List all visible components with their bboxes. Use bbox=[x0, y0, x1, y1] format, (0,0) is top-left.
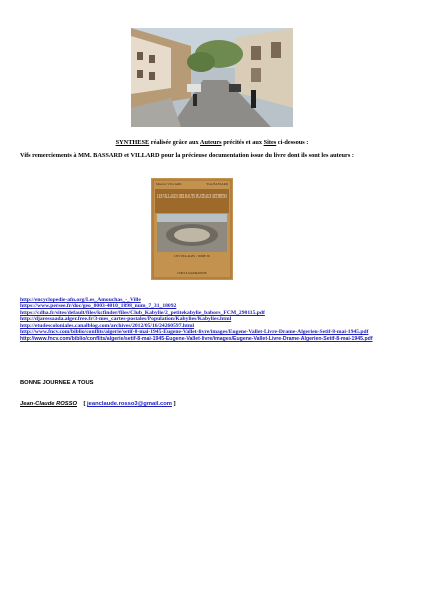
credit-text: ci-dessous : bbox=[276, 139, 309, 146]
cover-series: LES VILLAGES - TOME III bbox=[174, 254, 210, 258]
cover-author-left: Maurice VILLARD bbox=[156, 182, 182, 186]
bracket-close: ] bbox=[173, 401, 176, 407]
closing-greeting: BONNE JOURNEE A TOUS bbox=[20, 380, 94, 386]
reference-links bbox=[20, 297, 410, 342]
credit-text: réalisée grâce aux bbox=[149, 139, 200, 146]
signature-line bbox=[20, 401, 176, 407]
author-name: Jean-Claude ROSSO bbox=[20, 401, 78, 407]
credit-text: précités et aux bbox=[221, 139, 264, 146]
cover-footer: CERCLE ALGERIANISTE bbox=[177, 272, 207, 275]
thanks-paragraph: Vifs remerciements à MM. BASSARD et VILLARD pour la précieuse documentation issue du livre dont ils sont les auteurs : bbox=[20, 152, 354, 159]
synthese-credit bbox=[0, 139, 424, 147]
link-persee[interactable]: https://www.persee.fr/doc/geo_0003-4010_1898_num_7_31_18092 bbox=[20, 303, 177, 310]
book-cover bbox=[151, 178, 233, 280]
street-photo bbox=[131, 28, 293, 127]
cover-author-right: Yves BASSARD bbox=[206, 182, 228, 186]
link-cdha[interactable]: https://cdha.fr/sites/default/files/kcfinder/files/Club_Kabylie/2_petitekabylie_babors_FCM_290115.pdf bbox=[20, 309, 265, 316]
sites-link[interactable]: Sites bbox=[263, 139, 277, 146]
cover-title: LES VILLAGES DES HAUTS PLATEAUX SETIFIENS bbox=[157, 193, 228, 200]
link-djaressaada[interactable]: http://djaressaada.alger.free.fr/3-mes_cartes-postales/Population/Kabylies/Kabylies.html bbox=[20, 316, 232, 323]
link-fncv-1[interactable]: http://www.fncv.com/biblio/conflits/algerie/setif-8-mai-1945-Eugene-Vallet-livre/images/Eugene-Vallet-Livre-Drame-Algerien-Setif-8-mai-1945.pdf bbox=[20, 329, 369, 336]
link-etudescoloniales[interactable]: http://etudescoloniales.canalblog.com/archives/2012/05/16/24260597.html bbox=[20, 322, 195, 329]
bracket-open: [ bbox=[83, 401, 86, 407]
link-encyclopedie[interactable]: http://encyclopedie-afn.org/Les_Amouchas_-_Ville bbox=[20, 297, 141, 303]
auteurs-link[interactable]: Auteurs bbox=[199, 139, 222, 146]
synthese-word: SYNTHESE bbox=[115, 139, 150, 146]
link-fncv-2[interactable]: http://www.fncv.com/biblio/conflits/algerie/setif-8-mai-1945-Eugene-Vallet-livre/images/Eugene-Vallet-Livre-Drame-Algerien-Setif-8-mai-1945.pdf bbox=[20, 335, 373, 342]
email-link[interactable]: jeanclaude.rosso3@gmail.com bbox=[87, 401, 172, 407]
